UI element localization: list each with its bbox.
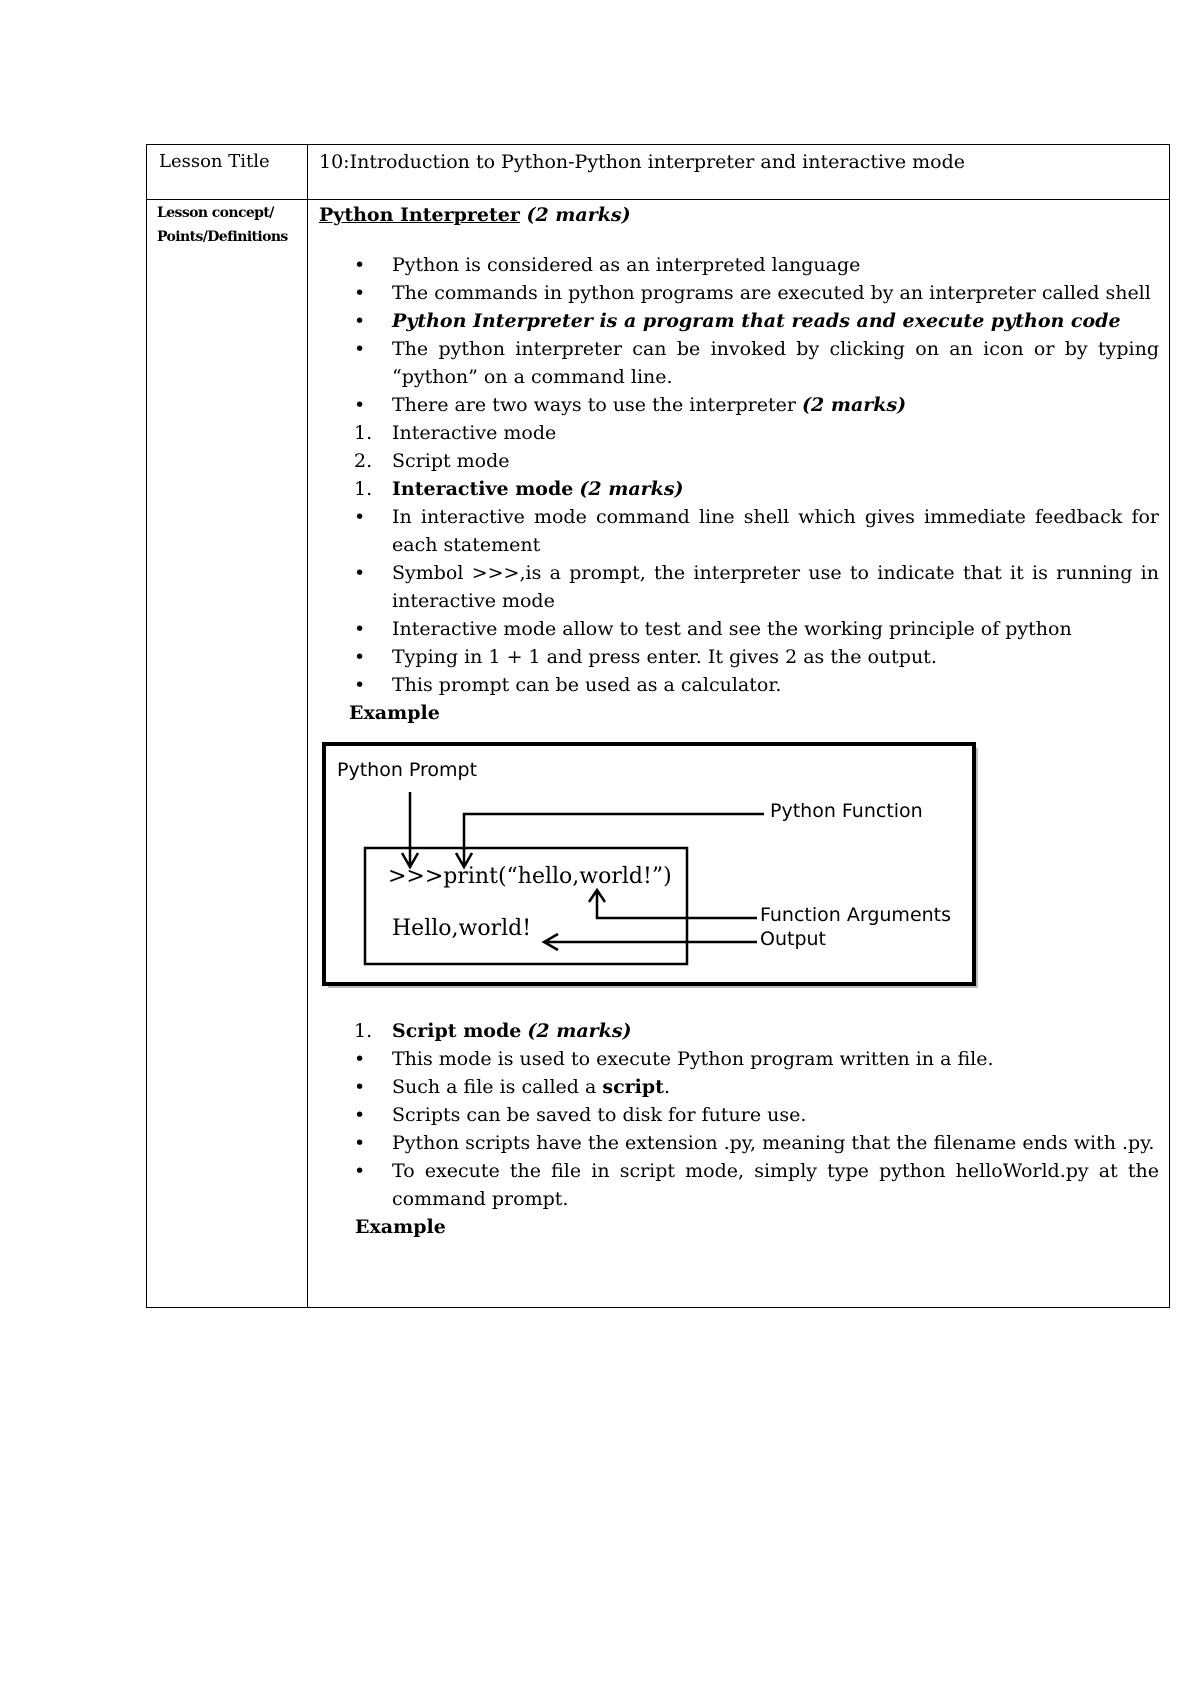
script-example-label: Example (355, 1216, 446, 1238)
list-item: • Python Interpreter is a program that reads and execute python code (354, 310, 1121, 332)
lesson-content (319, 201, 1159, 1241)
list-item: • Symbol >>>,is a prompt, the interpreter use to indicate that it is running in interactive mode (354, 562, 1159, 612)
list-item: • Python scripts have the extension .py, meaning that the filename ends with .py. (354, 1132, 1155, 1154)
python-interpreter-heading: Python Interpreter (2 marks) (319, 204, 631, 226)
lesson-table (146, 144, 1170, 1308)
list-item: • Such a file is called a script. (354, 1076, 670, 1098)
script-mode-heading: 1. Script mode (2 marks) (354, 1020, 632, 1042)
list-item: • This mode is used to execute Python program written in a file. (354, 1048, 994, 1070)
lesson-title-value: 10:Introduction to Python-Python interpreter and interactive mode (319, 151, 966, 173)
list-item: 2. Script mode (354, 450, 510, 472)
list-item: • The python interpreter can be invoked by clicking on an icon or by typing “python” on a command line. (354, 338, 1159, 388)
list-item: • There are two ways to use the interpreter (2 marks) (354, 394, 907, 416)
interactive-example-label: Example (349, 702, 440, 724)
interactive-mode-heading: 1. Interactive mode (2 marks) (354, 478, 684, 500)
print-code: >>>print(“hello,world!”) (388, 864, 672, 889)
list-item: • To execute the file in script mode, simply type python helloWorld.py at the command prompt. (354, 1160, 1159, 1210)
list-item: • Interactive mode allow to test and see the working principle of python (354, 618, 1072, 640)
lesson-title-label: Lesson Title (159, 151, 270, 172)
list-item: 1. Interactive mode (354, 422, 557, 444)
output-label: Output (760, 928, 826, 950)
python-prompt-label: Python Prompt (337, 759, 478, 781)
list-item: • Python is considered as an interpreted language (354, 254, 861, 276)
python-prompt-figure (322, 742, 982, 992)
script-mode-list (319, 1017, 1159, 1213)
lesson-concept-label: Lesson concept/ Points/Definitions (157, 205, 288, 245)
function-arguments-label: Function Arguments (760, 904, 952, 926)
output-text: Hello,world! (392, 916, 532, 941)
list-item: • This prompt can be used as a calculator. (354, 674, 782, 696)
row-divider (147, 199, 1169, 200)
python-function-label: Python Function (770, 800, 923, 822)
column-divider (307, 145, 308, 1307)
list-item: • The commands in python programs are executed by an interpreter called shell (354, 282, 1151, 304)
list-item: • Typing in 1 + 1 and press enter. It gives 2 as the output. (354, 646, 937, 668)
interpreter-list (319, 251, 1159, 699)
list-item: • In interactive mode command line shell which gives immediate feedback for each statement (354, 506, 1159, 556)
list-item: • Scripts can be saved to disk for future use. (354, 1104, 807, 1126)
